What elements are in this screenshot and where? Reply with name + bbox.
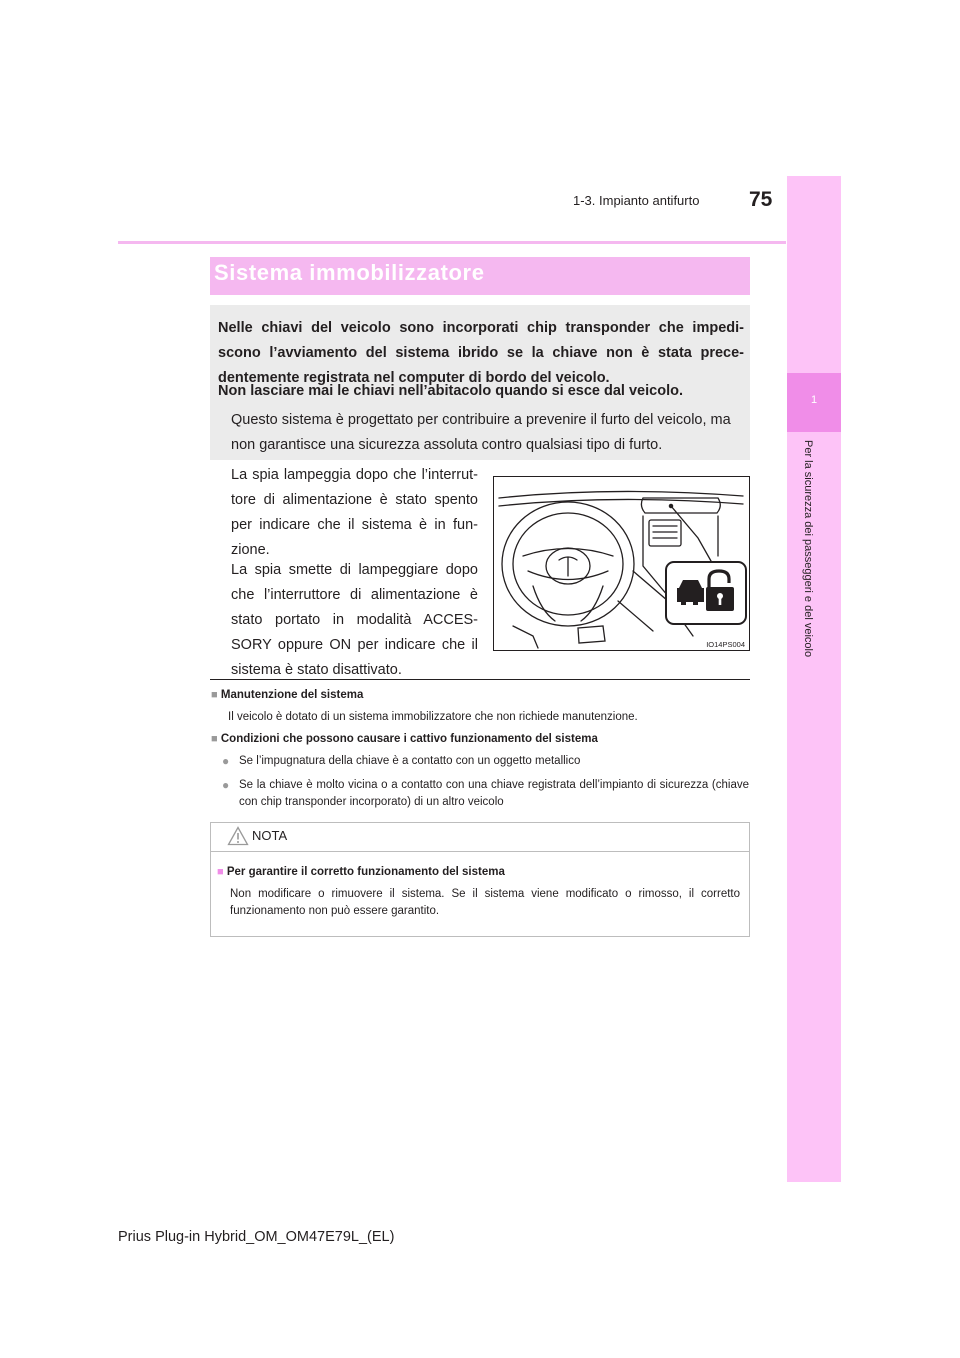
bullet-text-1: Se l’impugnatura della chiave è a contatto con un oggetto metallico: [239, 755, 581, 767]
summary-warning: Non lasciare mai le chiavi nell’abitacolo quando si esce dal veicolo.: [218, 383, 683, 399]
round-bullet-icon: ●: [222, 754, 230, 768]
nota-divider: [211, 851, 749, 852]
header-rule: [118, 241, 786, 244]
square-bullet-icon: ■: [211, 733, 218, 745]
summary-intro: Nelle chiavi del veicolo sono incorporati chip transponder che impedi-scono l’avviamento del sistema ibrido se la chiave non è stata prece-dentemente registrata nel computer di bordo del veicolo.: [218, 320, 744, 386]
nota-label: NOTA: [252, 828, 288, 843]
chapter-side-tab: [787, 176, 841, 1182]
chapter-number: 1: [810, 394, 818, 406]
round-bullet-icon: ●: [222, 778, 230, 792]
bullet-text-2: Se la chiave è molto vicina o a contatto con una chiave registrata dell’impianto di sicurezza (chiave con chip transponder incorporato) di un altro veicolo: [239, 779, 749, 808]
dashboard-illustration: [493, 476, 750, 651]
body-paragraph-2: La spia smette di lampeggiare dopo che l’interruttore di alimentazione è stato portato in modalità ACCES-SORY oppure ON per indicare che il sistema è stato disattivato.: [231, 562, 478, 678]
illustration-code: IO14PS004: [706, 640, 745, 649]
note-heading-malfunction: ■ Condizioni che possono causare i cattivo funzionamento del sistema: [211, 733, 598, 745]
nota-heading: ■ Per garantire il corretto funzionamento del sistema: [217, 866, 505, 878]
note-text-maintenance: Il veicolo è dotato di un sistema immobilizzatore che non richiede manutenzione.: [228, 711, 638, 723]
warning-triangle-icon: [227, 826, 249, 851]
section-title: Sistema immobilizzatore: [214, 260, 485, 285]
divider-rule: [210, 679, 750, 680]
chapter-title: Per la sicurezza dei passeggeri e del veicolo: [802, 440, 814, 658]
note-heading-maintenance: ■ Manutenzione del sistema: [211, 689, 364, 701]
list-item: [222, 777, 229, 795]
page-number: 75: [749, 188, 773, 211]
list-item: [222, 753, 229, 771]
body-paragraph-1: La spia lampeggia dopo che l’interrut-tore di alimentazione è stato spento per indicare che il sistema è in fun-zione.: [231, 467, 478, 558]
square-bullet-icon: ■: [217, 866, 224, 878]
nota-text: Non modificare o rimuovere il sistema. Se il sistema viene modificato o rimosso, il corretto funzionamento non può essere garantito.: [230, 888, 740, 917]
section-reference: 1-3. Impianto antifurto: [573, 193, 700, 208]
document-footer: Prius Plug-in Hybrid_OM_OM47E79L_(EL): [118, 1229, 395, 1245]
square-bullet-icon: ■: [211, 689, 218, 701]
summary-detail: Questo sistema è progettato per contribuire a prevenire il furto del veicolo, ma non garantisce una sicurezza assoluta contro qualsiasi tipo di furto.: [231, 412, 731, 453]
